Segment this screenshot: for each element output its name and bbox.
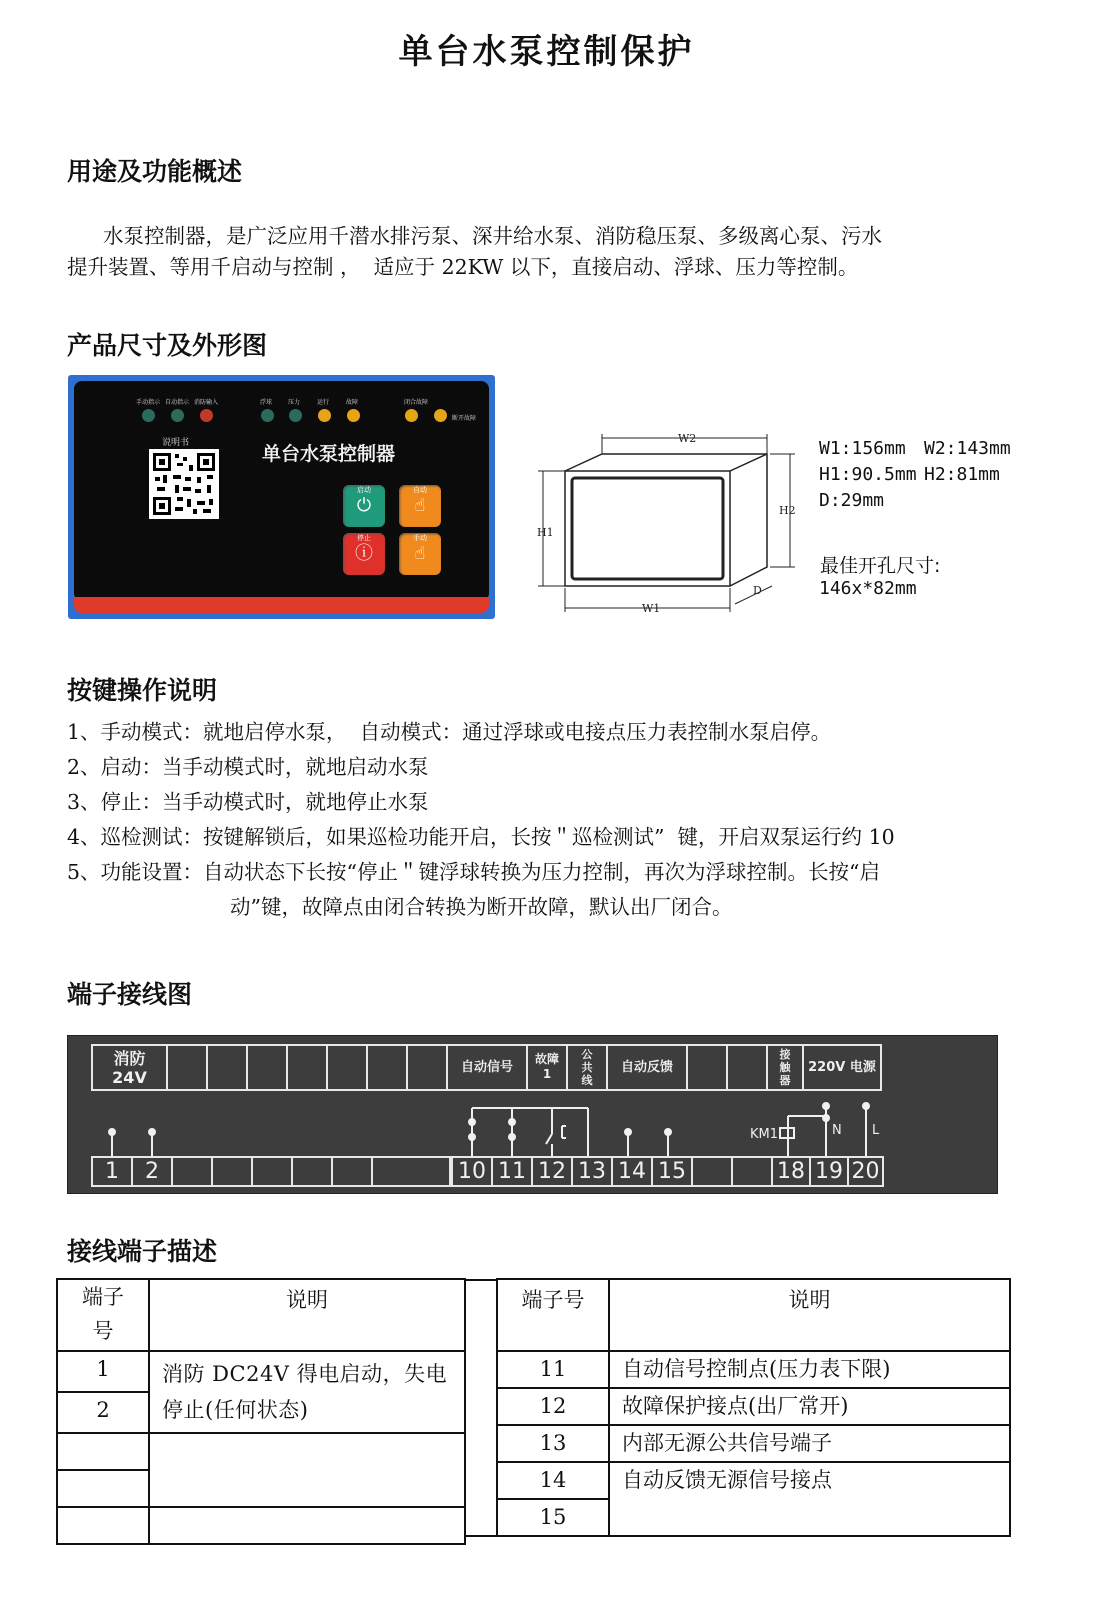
auto-button-label: 自动 xyxy=(413,486,427,494)
h1-label: H1 xyxy=(537,526,554,539)
empty-cell xyxy=(366,1044,408,1091)
terminal-number xyxy=(291,1156,333,1187)
table-cell xyxy=(57,1433,149,1470)
list-item-continuation: 动”键，故障点由闭合转换为断开故障，默认出厂闭合。 xyxy=(230,895,733,919)
table-cell: 内部无源公共信号端子 xyxy=(609,1425,1010,1462)
empty-cell xyxy=(286,1044,328,1091)
spec-h2: H2:81mm xyxy=(924,464,1000,485)
cutout-label: 最佳开孔尺寸: xyxy=(820,555,941,577)
list-item: 3、停止：当手动模式时，就地停止水泵 xyxy=(67,790,429,814)
table-cell: 1 xyxy=(57,1351,149,1392)
manual-led-icon xyxy=(142,409,155,422)
list-item: 5、功能设置：自动状态下长按“停止＂键浮球转换为压力控制，再次为浮球控制。长按“启 xyxy=(67,860,881,884)
start-button xyxy=(343,485,385,527)
run-led-icon xyxy=(318,409,331,422)
dimensions-heading: 产品尺寸及外形图 xyxy=(67,331,268,360)
auto-button xyxy=(399,485,441,527)
col-header-desc: 说明 xyxy=(609,1279,1010,1351)
empty-cell xyxy=(326,1044,368,1091)
page-title: 单台水泵控制保护 xyxy=(398,32,695,72)
terminal-number xyxy=(171,1156,213,1187)
fire-led-icon xyxy=(200,409,213,422)
n-label: N xyxy=(832,1123,842,1138)
auto-signal-label: 自动信号 xyxy=(446,1044,528,1091)
terminal-number xyxy=(211,1156,253,1187)
usage-line-2: 提升装置、等用千启动与控制 ， 适应于 22KW 以下，直接启动、浮球、压力等控制。 xyxy=(67,255,859,279)
table-cell: 15 xyxy=(497,1499,609,1536)
terminal-number xyxy=(691,1156,733,1187)
spec-w1: W1:156mm xyxy=(819,438,906,459)
manual-label: 说明书 xyxy=(162,438,190,448)
col-header-terminal: 端子号 xyxy=(497,1279,609,1351)
terminal-number xyxy=(331,1156,373,1187)
fault-led-icon xyxy=(347,409,360,422)
table-cell xyxy=(57,1470,149,1507)
wiring-circuit xyxy=(68,1094,997,1158)
auto-led-icon xyxy=(171,409,184,422)
table-cell: 故障保护接点(出厂常开) xyxy=(609,1388,1010,1425)
hand-icon: ☝ xyxy=(414,543,426,564)
terminal-number: 18 xyxy=(771,1156,811,1187)
empty-cell xyxy=(726,1044,768,1091)
terminal-number xyxy=(731,1156,773,1187)
table-cell xyxy=(149,1433,465,1507)
terminal-number: 13 xyxy=(571,1156,613,1187)
indicator-label: 自动指示 xyxy=(165,399,190,406)
keys-heading: 按键操作说明 xyxy=(67,676,218,705)
float-led-icon xyxy=(261,409,274,422)
hand-icon: ☝ xyxy=(414,495,426,516)
panel-red-strip xyxy=(74,597,489,613)
table-gap xyxy=(466,1279,496,1537)
indicator-label: 手动指示 xyxy=(136,399,161,406)
list-item: 1、手动模式：就地启停水泵， 自动模式：通过浮球或电接点压力表控制水泵启停。 xyxy=(67,720,832,744)
col-header-desc: 说明 xyxy=(149,1279,465,1351)
indicator-label: 断开故障 xyxy=(452,415,477,422)
terminal-table-right xyxy=(496,1278,1011,1537)
indicator-label: 压力 xyxy=(288,399,301,406)
start-button-label: 启动 xyxy=(357,486,371,494)
spec-w2: W2:143mm xyxy=(924,438,1011,459)
table-cell: 消防 DC24V 得电启动，失电 停止(任何状态) xyxy=(149,1351,465,1433)
stop-button xyxy=(343,533,385,575)
terminal-number: 14 xyxy=(611,1156,653,1187)
keys-list xyxy=(67,715,1037,925)
terminal-number: 15 xyxy=(651,1156,693,1187)
w1-label: W1 xyxy=(642,602,661,615)
table-cell: 13 xyxy=(497,1425,609,1462)
manual-button-label: 手动 xyxy=(413,534,427,542)
empty-cell xyxy=(206,1044,248,1091)
fire-24v-label: 消防 24V xyxy=(91,1044,168,1091)
cutout-value: 146x*82mm xyxy=(819,578,917,599)
terminal-number: 2 xyxy=(131,1156,173,1187)
close-fault-led-icon xyxy=(405,409,418,422)
terminal-table-left xyxy=(56,1278,466,1545)
l-label: L xyxy=(872,1123,880,1138)
table-cell xyxy=(57,1507,149,1544)
spec-d: D:29mm xyxy=(819,490,885,511)
wiring-heading: 端子接线图 xyxy=(67,980,193,1009)
table-cell: 12 xyxy=(497,1388,609,1425)
usage-paragraph xyxy=(67,221,1017,283)
indicator-label: 浮球 xyxy=(260,399,273,406)
contactor-label: 接 触 器 xyxy=(766,1044,804,1091)
stop-icon: ⓘ xyxy=(355,543,373,564)
device-name: 单台水泵控制器 xyxy=(262,443,396,465)
table-cell: 11 xyxy=(497,1351,609,1388)
usage-heading: 用途及功能概述 xyxy=(67,157,243,186)
table-cell: 自动信号控制点(压力表下限) xyxy=(609,1351,1010,1388)
terminal-strip xyxy=(67,1035,998,1194)
km1-label: KM1 xyxy=(750,1127,779,1142)
table-cell xyxy=(149,1507,465,1544)
common-line-label: 公 共 线 xyxy=(566,1044,608,1091)
terminal-number: 19 xyxy=(809,1156,849,1187)
indicator-label: 故障 xyxy=(346,399,359,406)
power-220v-label: 220V 电源 xyxy=(802,1044,882,1091)
empty-cell xyxy=(406,1044,448,1091)
auto-feedback-label: 自动反馈 xyxy=(606,1044,688,1091)
terminal-number xyxy=(251,1156,293,1187)
usage-line-1: 水泵控制器，是广泛应用千潜水排污泵、深井给水泵、消防稳压泵、多级离心泵、污水 xyxy=(103,224,882,248)
indicator-label: 运行 xyxy=(317,399,330,406)
d-label: D xyxy=(753,584,762,597)
dimension-drawing xyxy=(530,428,810,618)
table-cell: 自动反馈无源信号接点 xyxy=(609,1462,1010,1536)
pressure-led-icon xyxy=(289,409,302,422)
device-panel-image xyxy=(68,375,495,619)
w2-label: W2 xyxy=(678,432,697,445)
terminal-number: 1 xyxy=(91,1156,133,1187)
terminal-number: 12 xyxy=(531,1156,573,1187)
h2-label: H2 xyxy=(779,504,796,517)
terminal-number: 20 xyxy=(847,1156,884,1187)
stop-button-label: 停止 xyxy=(357,534,371,542)
indicator-label: 闭合故障 xyxy=(404,399,429,406)
empty-cell xyxy=(246,1044,288,1091)
spec-h1: H1:90.5mm xyxy=(819,464,917,485)
power-icon: ⏻ xyxy=(356,495,372,516)
col-header-terminal: 端子 号 xyxy=(57,1279,149,1351)
manual-button xyxy=(399,533,441,575)
terminal-number: 10 xyxy=(451,1156,493,1187)
table-cell: 14 xyxy=(497,1462,609,1499)
open-fault-led-icon xyxy=(434,409,447,422)
terminal-number: 11 xyxy=(491,1156,533,1187)
empty-cell xyxy=(686,1044,728,1091)
table-cell: 2 xyxy=(57,1392,149,1433)
terminals-heading: 接线端子描述 xyxy=(67,1237,218,1266)
qr-code-icon xyxy=(149,449,219,519)
list-item: 4、巡检测试：按键解锁后，如果巡检功能开启，长按＂巡检测试” 键，开启双泵运行约 10 xyxy=(67,825,895,849)
list-item: 2、启动：当手动模式时，就地启动水泵 xyxy=(67,755,429,779)
fault-label: 故障 1 xyxy=(526,1044,568,1091)
indicator-label: 消防输入 xyxy=(194,399,219,406)
empty-cell xyxy=(166,1044,208,1091)
terminal-number xyxy=(371,1156,451,1187)
